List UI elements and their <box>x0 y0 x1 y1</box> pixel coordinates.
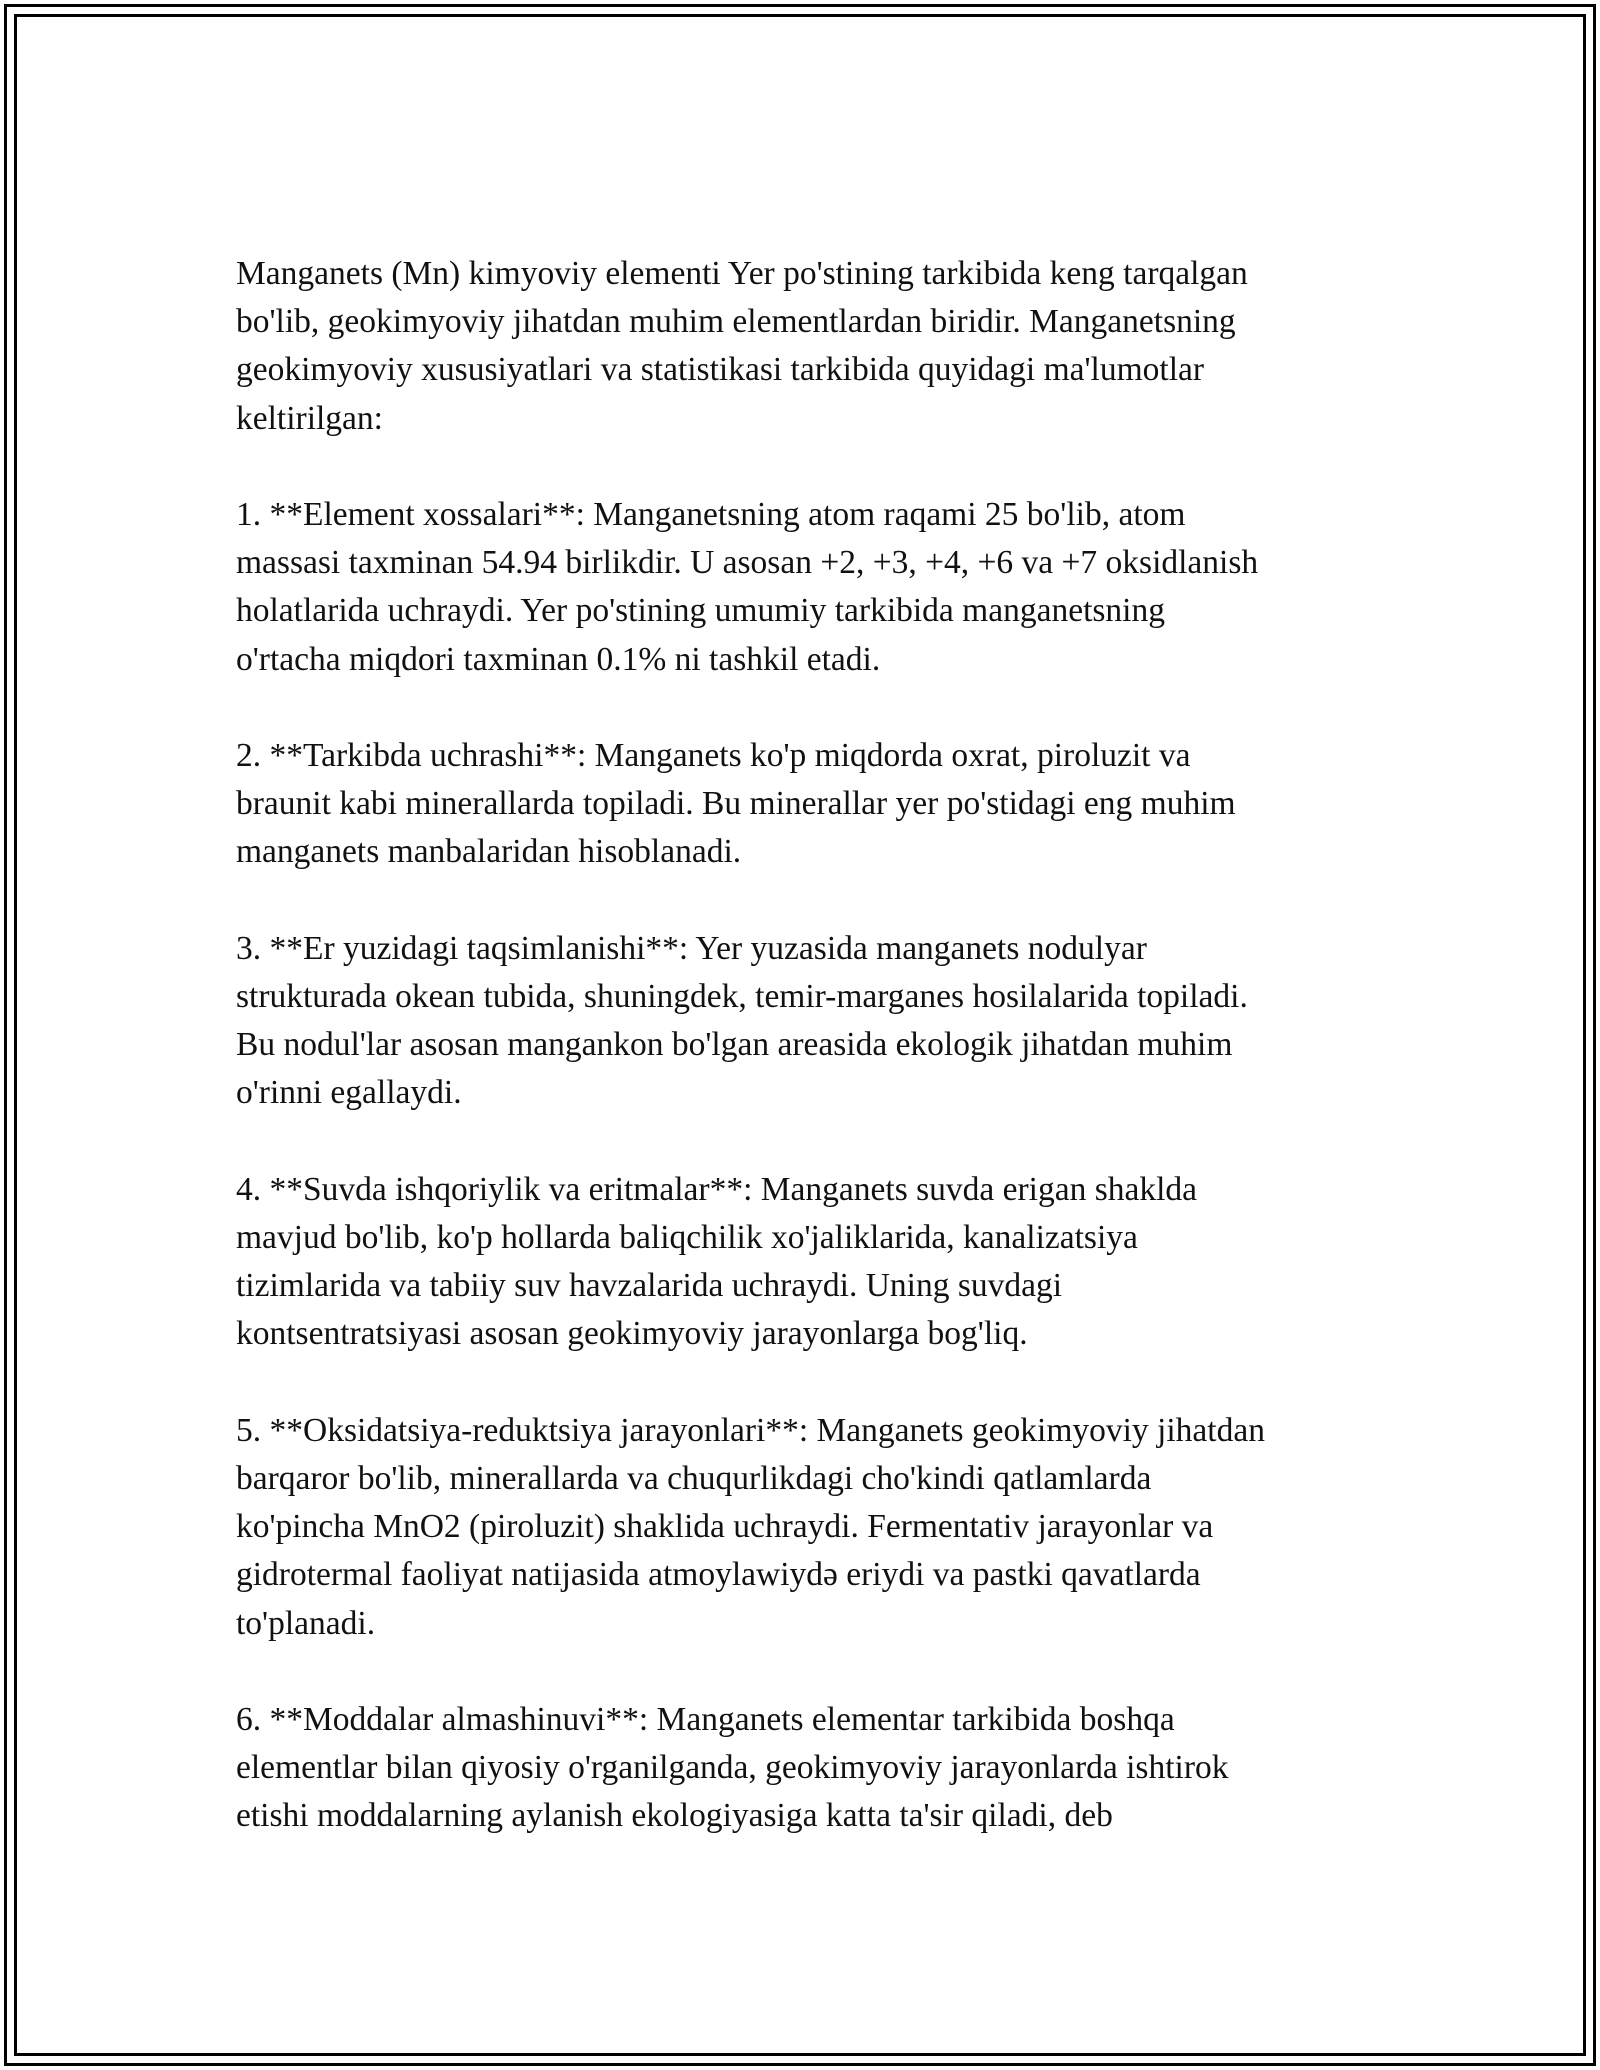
paragraph-distribution: 3. **Er yuzidagi taqsimlanishi**: Yer yuzasida manganets nodulyar strukturada okean tubida, shuningdek, temir-marganes hosilalarida topiladi. Bu nodul'lar asosan mangankon bo'lgan areasida ekologik jihatdan muhim o'rinni egallaydi. <box>236 929 1248 1112</box>
document-body <box>236 250 1376 1841</box>
paragraph-redox: 5. **Oksidatsiya-reduktsiya jarayonlari**: Manganets geokimyoviy jihatdan barqaror bo'lib, minerallarda va chuqurlikdagi cho'kindi qatlamlarda ko'pincha MnO2 (piroluzit) shaklida uchraydi. Fermentativ jarayonlar va gidrotermal faoliyat natijasida atmoylawiydə eriydi va pastki qavatlarda to'planadi. <box>236 1411 1265 1642</box>
paragraph-element-properties: 1. **Element xossalari**: Manganetsning atom raqami 25 bo'lib, atom massasi taxminan 54.94 birlikdir. U asosan +2, +3, +4, +6 va +7 oksidlanish holatlarida uchraydi. Yer po'stining umumiy tarkibida manganetsning o'rtacha miqdori taxminan 0.1% ni tashkil etadi. <box>236 496 1259 678</box>
paragraph-water: 4. **Suvda ishqoriylik va eritmalar**: Manganets suvda erigan shaklda mavjud bo'lib, ko'p hollarda baliqchilik xo'jaliklarida, kanalizatsiya tizimlarida va tabiiy suv havzalarida uchraydi. Uning suvdagi kontsentratsiyasi asosan geokimyoviy jarayonlarga bog'liq. <box>236 1170 1198 1353</box>
paragraph-metabolism: 6. **Moddalar almashinuvi**: Manganets elementar tarkibida boshqa elementlar bilan qiyosiy o'rganilganda, geokimyoviy jarayonlarda ishtirok etishi moddalarning aylanish ekologiyasiga katta ta'sir qiladi, deb <box>236 1701 1229 1835</box>
paragraph-intro: Manganets (Mn) kimyoviy elementi Yer po'stining tarkibida keng tarqalgan bo'lib, geokimyoviy jihatdan muhim elementlardan biridir. Manganetsning geokimyoviy xususiyatlari va statistikasi tarkibida quyidagi ma'lumotlar keltirilgan: <box>236 255 1248 437</box>
paragraph-occurrence: 2. **Tarkibda uchrashi**: Manganets ko'p miqdorda oxrat, piroluzit va braunit kabi minerallarda topiladi. Bu minerallar yer po'stidagi eng muhim manganets manbalaridan hisoblanadi. <box>236 737 1236 871</box>
